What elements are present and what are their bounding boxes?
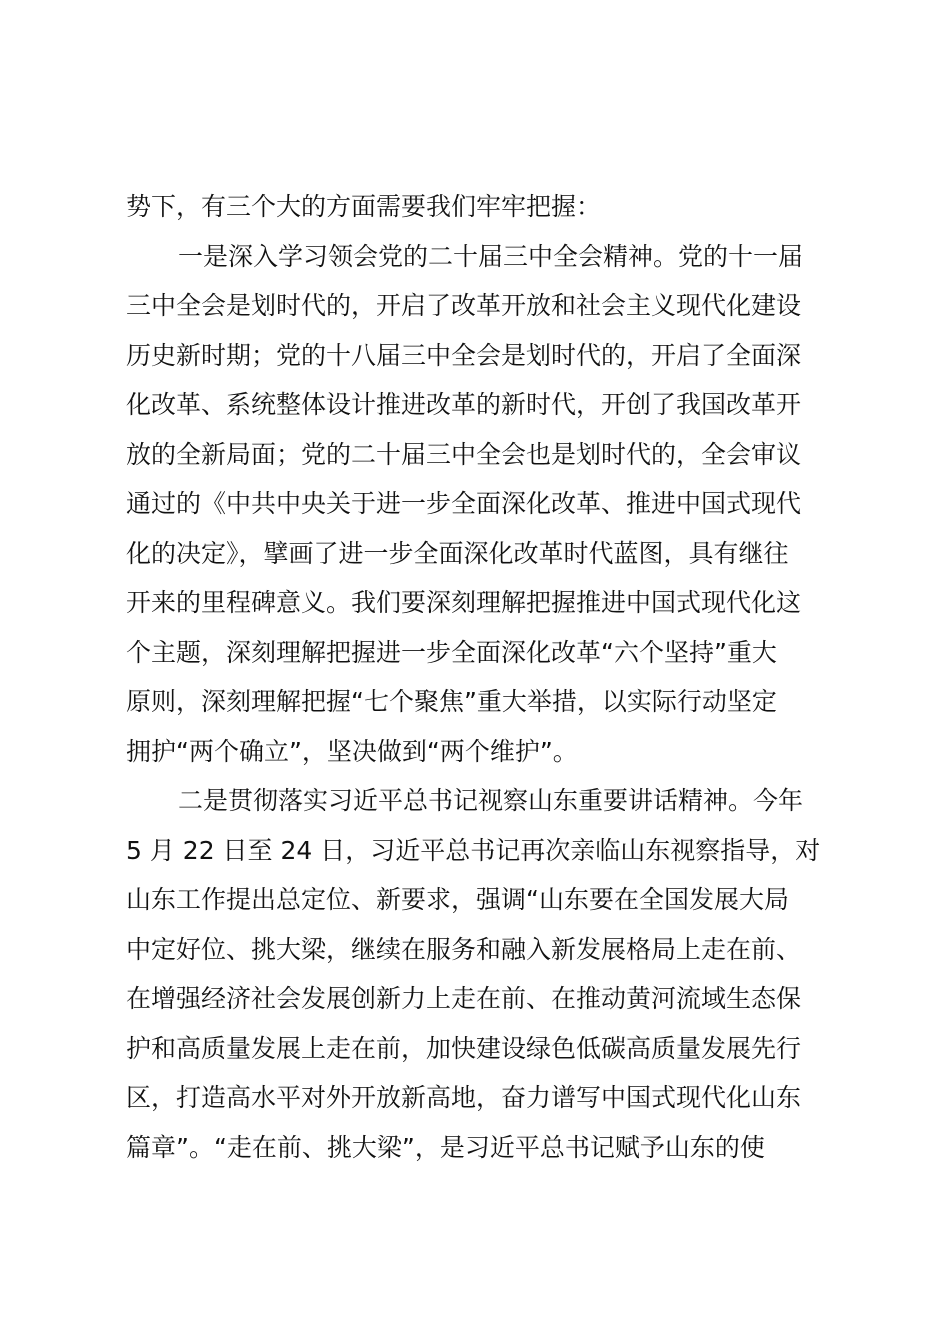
text-line: 历史新时期；党的十八届三中全会是划时代的，开启了全面深 [126,340,802,370]
text-line: 开来的里程碑意义。我们要深刻理解把握推进中国式现代化这 [126,588,802,617]
text-line: 区，打造高水平对外开放新高地，奋力谱写中国式现代化山东 [126,1083,802,1112]
text-line: 化的决定》，擘画了进一步全面深化改革时代蓝图，具有继往 [126,538,789,568]
text-line: 中定好位、挑大梁，继续在服务和融入新发展格局上走在前、 [126,934,802,964]
body-text [126,182,836,1172]
text-line: 5 月 22 日至 24 日，习近平总书记再次亲临山东视察指导，对 [126,835,821,865]
text-line: 拥护“两个确立”，坚决做到“两个维护”。 [126,736,578,766]
paragraph-first-line: 二是贯彻落实习近平总书记视察山东重要讲话精神。今年 [178,786,804,815]
text-line: 化改革、系统整体设计推进改革的新时代，开创了我国改革开 [126,390,802,419]
paragraph-first-line: 一是深入学习领会党的二十届三中全会精神。党的十一届 [178,241,804,271]
text-line: 三中全会是划时代的，开启了改革开放和社会主义现代化建设 [126,291,802,320]
text-line: 在增强经济社会发展创新力上走在前、在推动黄河流域生态保 [126,984,802,1013]
text-line: 势下，有三个大的方面需要我们牢牢把握： [126,192,602,221]
text-line: 原则，深刻理解把握“七个聚焦”重大举措，以实际行动坚定 [126,687,777,716]
text-line: 护和高质量发展上走在前，加快建设绿色低碳高质量发展先行 [126,1033,802,1063]
text-line: 山东工作提出总定位、新要求，强调“山东要在全国发展大局 [126,885,789,914]
text-line: 篇章”。“走在前、挑大梁”，是习近平总书记赋予山东的使 [126,1132,765,1162]
text-line: 放的全新局面；党的二十届三中全会也是划时代的，全会审议 [126,439,802,469]
text-line: 个主题，深刻理解把握进一步全面深化改革“六个坚持”重大 [126,637,777,667]
text-line: 通过的《中共中央关于进一步全面深化改革、推进中国式现代 [126,489,802,518]
